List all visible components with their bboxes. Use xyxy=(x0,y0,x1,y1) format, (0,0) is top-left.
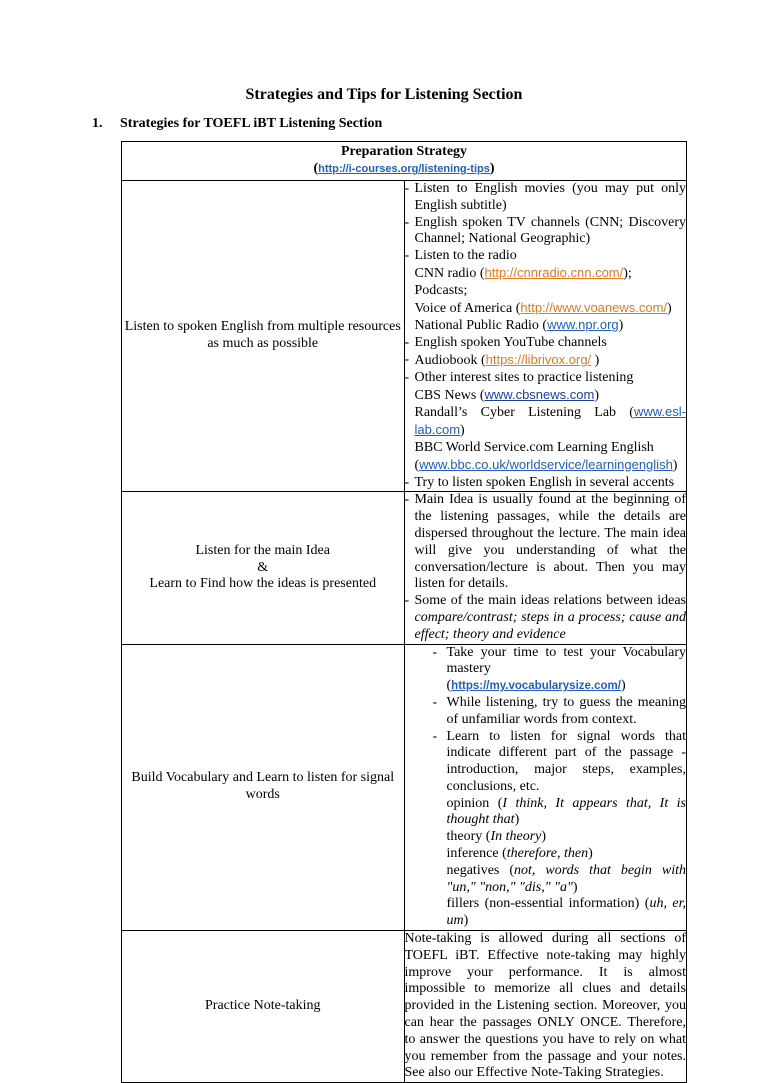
list-item: - Listen to English movies (you may put only English subtitle) xyxy=(404,181,686,213)
table-header xyxy=(122,142,687,181)
row-content-main-idea xyxy=(404,492,687,644)
section-heading xyxy=(92,116,382,132)
list-item: - English spoken YouTube channels xyxy=(404,335,607,351)
list-item: - Audiobook (https://librivox.org/ ) xyxy=(404,351,600,368)
voa-line: Voice of America (http://www.voanews.com/) xyxy=(414,299,672,316)
theory-line: theory (In theory) xyxy=(446,829,547,845)
header-title: Preparation Strategy xyxy=(340,144,468,160)
fillers-line: fillers (non-essential information) (uh, er, um) xyxy=(446,896,686,929)
strategy-table xyxy=(121,141,687,1083)
find-ideas-label: Learn to Find how the ideas is presented xyxy=(149,576,377,592)
list-item: - Try to listen spoken English in several accents xyxy=(404,474,675,490)
inference-line: inference (therefore, then) xyxy=(446,846,593,862)
librivox-link[interactable]: https://librivox.org/ xyxy=(485,351,592,367)
list-item: - English spoken TV channels (CNN; Discovery Channel; National Geographic) xyxy=(404,214,686,247)
npr-link[interactable]: www.npr.org xyxy=(547,317,619,333)
voa-link[interactable]: http://www.voanews.com/ xyxy=(520,299,668,315)
randall-line: Randall’s Cyber Listening Lab (www.esl-lab.com) xyxy=(414,404,686,439)
header-link-line xyxy=(122,161,686,178)
vocabulary-size-link[interactable]: https://my.vocabularysize.com/ xyxy=(451,680,621,693)
row-content-note-taking: Note-taking is allowed during all sections of TOEFL iBT. Effective note-taking may highly improve your performance. It is almost impossible to memorize all clues and details provided in the Listening section. Moreover, you can hear the passages ONLY ONCE. Therefore, to answer the questions you have to rely on what you remember from the passage and your notes. See also our Effective Note-Taking Strategies. xyxy=(404,931,687,1083)
table-row xyxy=(122,181,687,492)
list-item: - Other interest sites to practice listening xyxy=(404,369,634,385)
row-content-listen-spoken xyxy=(404,181,687,492)
npr-line: National Public Radio (www.npr.org) xyxy=(414,317,624,334)
list-item: - Some of the main ideas relations between ideas compare/contrast; steps in a process; cause and effect; theory and evidence xyxy=(404,593,686,642)
ampersand: & xyxy=(257,559,269,575)
esl-lab-link[interactable]: www.esl-lab.com xyxy=(414,404,686,438)
section-number: 1. xyxy=(92,116,103,131)
list-item: - Listen to the radio xyxy=(404,248,517,264)
table-row xyxy=(122,644,687,931)
listening-tips-link[interactable]: http://i-courses.org/listening-tips xyxy=(318,163,490,175)
row-content-vocabulary xyxy=(404,644,687,931)
podcasts-line: Podcasts; xyxy=(414,282,468,298)
row-label-listen-spoken: Listen to spoken English from multiple resources as much as possible xyxy=(122,181,405,492)
bbc-link-line: (www.bbc.co.uk/worldservice/learningenglish) xyxy=(414,456,678,473)
bbc-line: BBC World Service.com Learning English xyxy=(414,439,654,455)
table-row xyxy=(122,492,687,644)
main-idea-label: Listen for the main Idea xyxy=(195,542,330,558)
vocab-link-line: (https://my.vocabularysize.com/) xyxy=(446,678,626,694)
list-item: - Take your time to test your Vocabulary mastery xyxy=(432,644,686,677)
list-item: - Learn to listen for signal words that indicate different part of the passage - introduction, major steps, examples, conclusions, etc. xyxy=(432,728,686,794)
cbs-line: CBS News (www.cbsnews.com) xyxy=(414,386,599,403)
opinion-line: opinion (I think, It appears that, It is thought that) xyxy=(446,795,686,828)
row-label-note-taking: Practice Note-taking xyxy=(122,931,405,1083)
table-row xyxy=(122,931,687,1083)
cnn-radio-link[interactable]: http://cnnradio.cnn.com/ xyxy=(484,264,624,280)
list-item: - Main Idea is usually found at the beginning of the listening passages, while the details are dispersed throughout the lecture. The main idea will give you understanding of what the conversation/lecture is about. Then you may listen for details. xyxy=(404,492,686,592)
document-title: Strategies and Tips for Listening Section xyxy=(245,86,523,103)
section-title: Strategies for TOEFL iBT Listening Section xyxy=(120,116,383,131)
row-label-vocabulary: Build Vocabulary and Learn to listen for signal words xyxy=(122,644,405,931)
negatives-line: negatives (not, words that begin with "un," "non," "dis," "a") xyxy=(446,862,687,895)
list-item: - While listening, try to guess the meaning of unfamiliar words from context. xyxy=(432,694,686,727)
cbs-link[interactable]: www.cbsnews.com xyxy=(484,386,595,402)
bbc-link[interactable]: www.bbc.co.uk/worldservice/learningenglish xyxy=(419,456,673,472)
paren-close: ) xyxy=(489,161,495,176)
cnn-radio-line: CNN radio (http://cnnradio.cnn.com/); xyxy=(414,264,632,281)
paren-open: ( xyxy=(313,161,319,176)
row-label-main-idea xyxy=(122,492,405,644)
